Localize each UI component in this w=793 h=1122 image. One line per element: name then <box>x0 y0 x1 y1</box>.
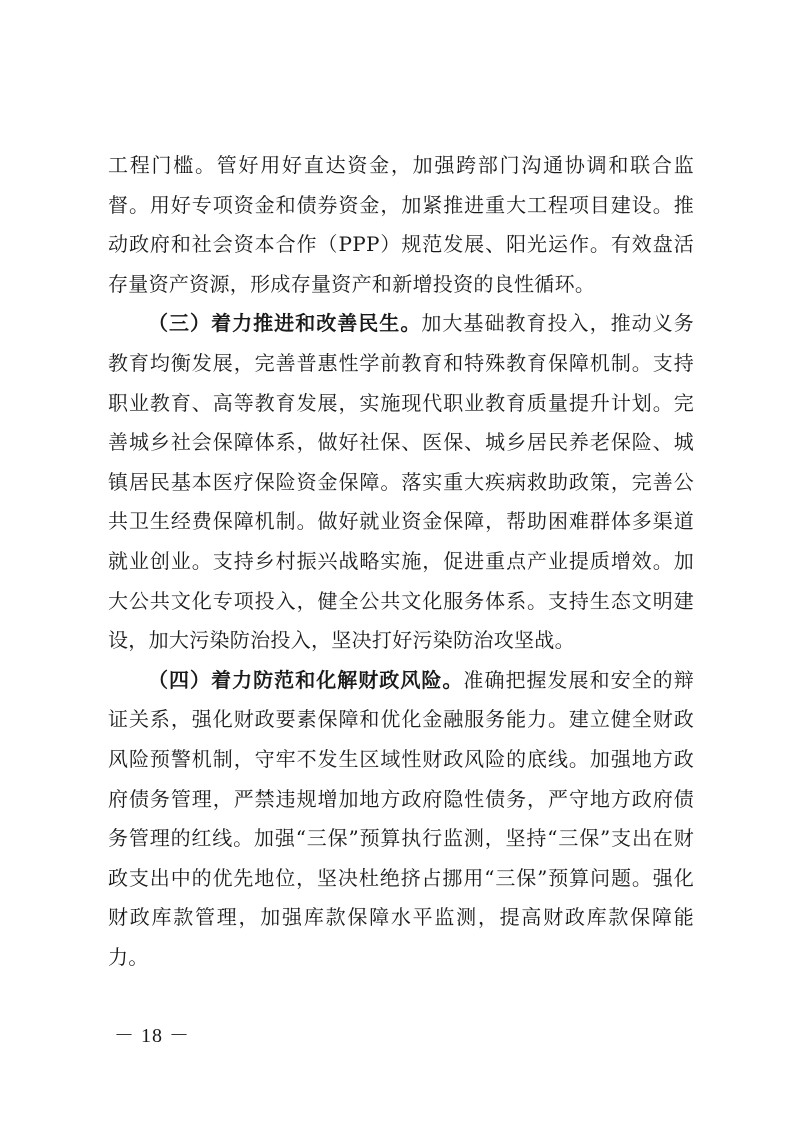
page-number: － 18 － <box>114 1025 190 1047</box>
paragraph-text: 准确把握发展和安全的辩证关系，强化财政要素保障和优化金融服务能力。建立健全财政风险预警机制，守牢不发生区域性财政风险的底线。加强地方政府债务管理，严禁违规增加地方政府隐性债务，严守地方政府债务管理的红线。加强“三保”预算执行监测，坚持“三保”支出在财政支出中的优先地位，坚决杜绝挤占挪用“三保”预算问题。强化财政库款管理，加强库款保障水平监测，提高财政库款保障能力。 <box>108 667 694 969</box>
section-heading-fiscal-risk: （四）着力防范和化解财政风险。 <box>148 667 464 692</box>
paragraph-fiscal-risk <box>108 661 694 978</box>
paragraph-text: 工程门槛。管好用好直达资金，加强跨部门沟通协调和联合监督。用好专项资金和债券资金，加紧推进重大工程项目建设。推动政府和社会资本合作（PPP）规范发展、阳光运作。有效盘活存量资产资源，形成存量资产和新增投资的良性循环。 <box>108 153 694 296</box>
paragraph-continuation <box>108 146 694 304</box>
paragraph-text: 加大基础教育投入，推动义务教育均衡发展，完善普惠性学前教育和特殊教育保障机制。支持职业教育、高等教育发展，实施现代职业教育质量提升计划。完善城乡社会保障体系，做好社保、医保、城乡居民养老保险、城镇居民基本医疗保险资金保障。落实重大疾病救助政策，完善公共卫生经费保障机制。做好就业资金保障，帮助困难群体多渠道就业创业。支持乡村振兴战略实施，促进重点产业提质增效。加大公共文化专项投入，健全公共文化服务体系。支持生态文明建设，加大污染防治投入，坚决打好污染防治攻坚战。 <box>108 311 694 653</box>
paragraph-livelihood <box>108 304 694 660</box>
document-body <box>108 146 694 977</box>
section-heading-livelihood: （三）着力推进和改善民生。 <box>148 311 422 336</box>
